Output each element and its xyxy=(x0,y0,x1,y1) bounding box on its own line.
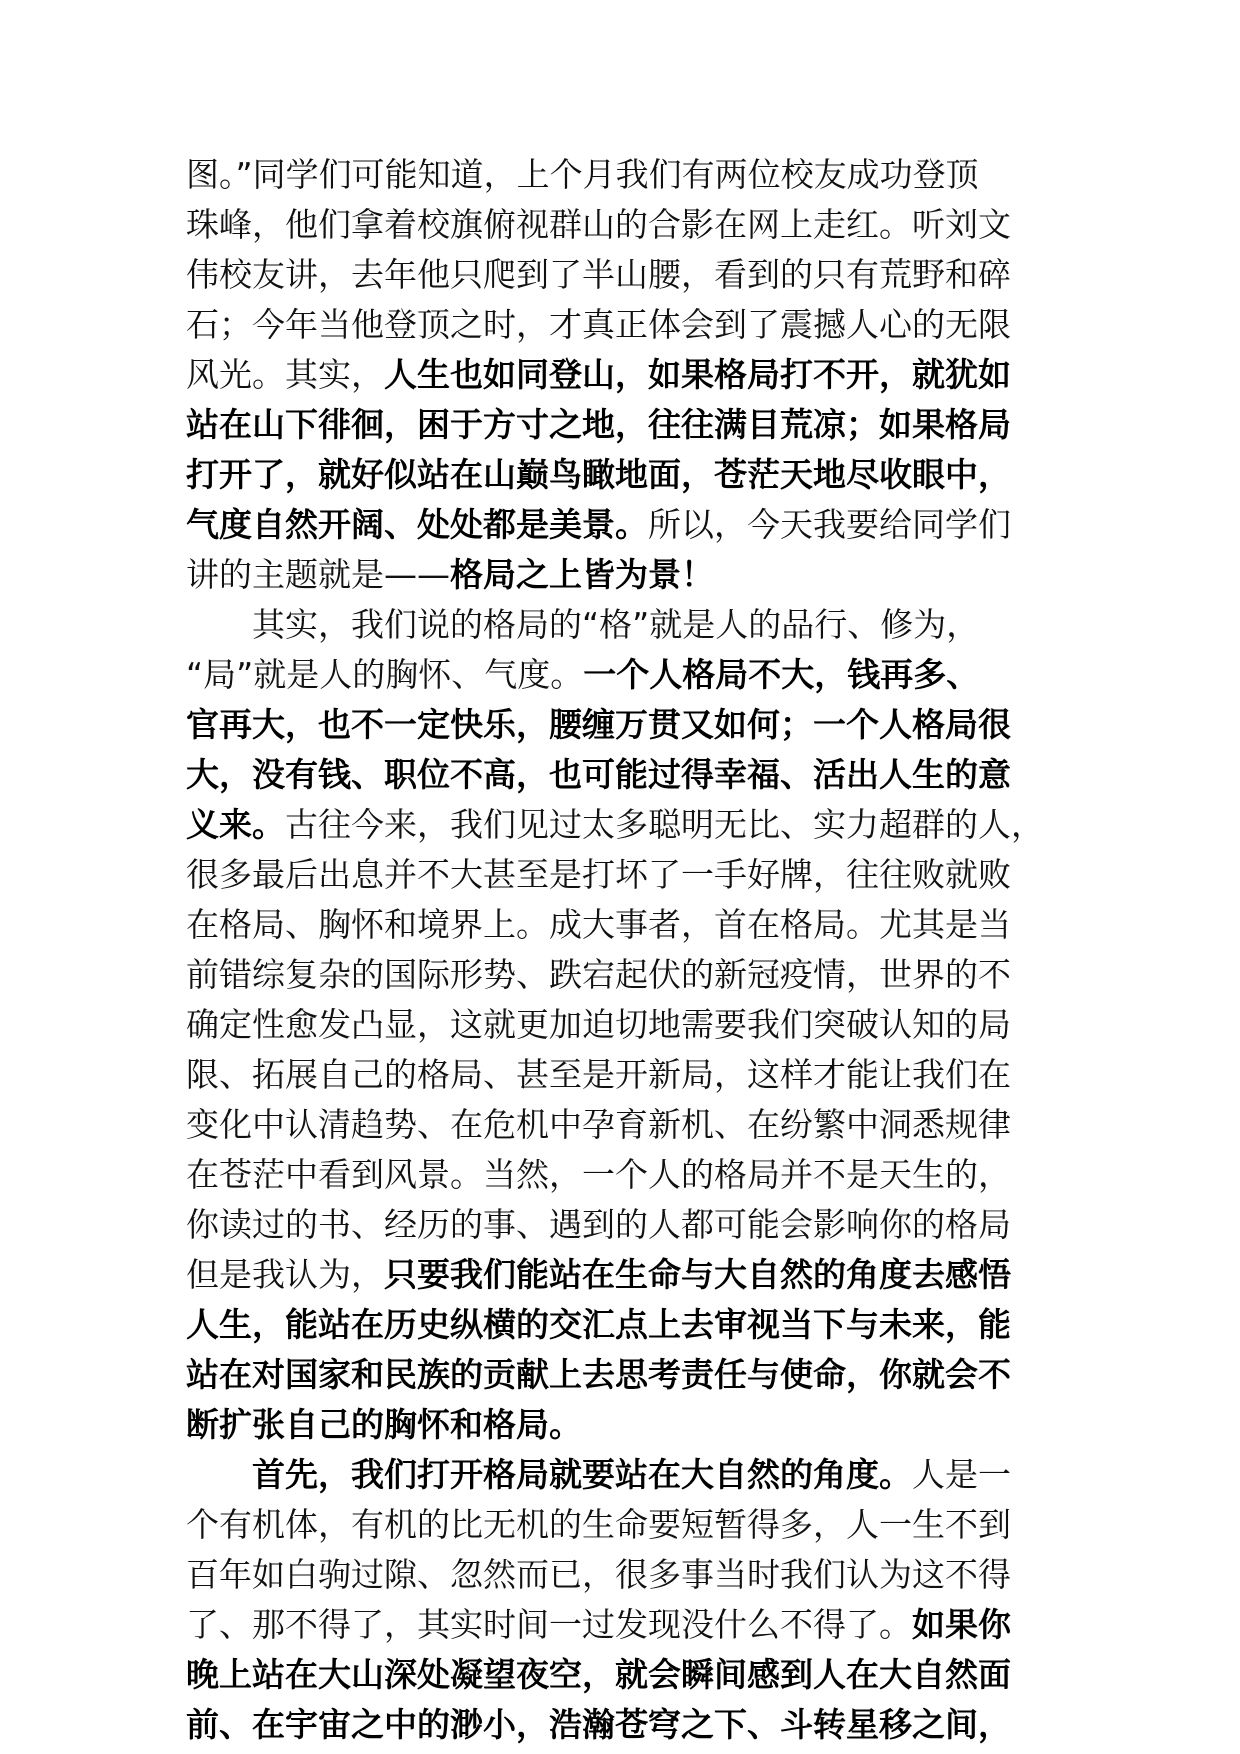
text-run: 伟校友讲，去年他只爬到了半山腰，看到的只有荒野和碎 xyxy=(186,255,1011,294)
text-run: 但是我认为， xyxy=(186,1255,384,1294)
text-line xyxy=(186,300,1066,350)
text-run: 你读过的书、经历的事、遇到的人都可能会影响你的格局 xyxy=(186,1205,1011,1244)
text-run: 个有机体，有机的比无机的生命要短暂得多，人一生不到 xyxy=(186,1505,1011,1544)
text-line xyxy=(186,750,1066,800)
text-line xyxy=(186,1400,1066,1450)
text-run: 讲的主题就是—— xyxy=(186,555,450,594)
text-line xyxy=(186,1650,1066,1700)
text-run: 前错综复杂的国际形势、跌宕起伏的新冠疫情，世界的不 xyxy=(186,955,1011,994)
text-run: 石；今年当他登顶之时，才真正体会到了震撼人心的无限 xyxy=(186,305,1011,344)
text-run: “局”就是人的胸怀、气度。 xyxy=(186,655,584,694)
text-line xyxy=(186,1200,1066,1250)
text-line xyxy=(186,1350,1066,1400)
text-run: 珠峰，他们拿着校旗俯视群山的合影在网上走红。听刘文 xyxy=(186,205,1011,244)
text-line xyxy=(186,1100,1066,1150)
text-run: 限、拓展自己的格局、甚至是开新局，这样才能让我们在 xyxy=(186,1055,1011,1094)
bold-text-run: 晚上站在大山深处凝望夜空，就会瞬间感到人在大自然面 xyxy=(186,1655,1011,1694)
bold-text-run: 气度自然开阔、处处都是美景。 xyxy=(186,505,648,544)
text-line xyxy=(186,950,1066,1000)
text-line xyxy=(186,900,1066,950)
text-line xyxy=(186,1550,1066,1600)
text-line xyxy=(186,800,1066,850)
text-run: 图。”同学们可能知道，上个月我们有两位校友成功登顶 xyxy=(186,155,979,194)
text-run: 所以，今天我要给同学们 xyxy=(648,505,1011,544)
paragraph-first-line xyxy=(186,600,1066,650)
bold-text-run: 义来。 xyxy=(186,805,285,844)
bold-text-run: 一个人格局不大，钱再多、 xyxy=(583,655,980,694)
text-run: 确定性愈发凸显，这就更加迫切地需要我们突破认知的局 xyxy=(186,1005,1011,1044)
text-run: 其实，我们说的格局的“格”就是人的品行、修为， xyxy=(252,605,980,644)
text-line xyxy=(186,400,1066,450)
text-line xyxy=(186,1700,1066,1750)
text-line xyxy=(186,500,1066,550)
bold-text-run: 站在山下徘徊，困于方寸之地，往往满目荒凉；如果格局 xyxy=(186,405,1011,444)
bold-text-run: 前、在宇宙之中的渺小，浩瀚苍穹之下、斗转星移之间， xyxy=(186,1705,1011,1744)
bold-text-run: 如果你 xyxy=(912,1605,1011,1644)
text-line xyxy=(186,1600,1066,1650)
bold-text-run: 站在对国家和民族的贡献上去思考责任与使命，你就会不 xyxy=(186,1355,1011,1394)
text-line xyxy=(186,200,1066,250)
text-line xyxy=(186,650,1066,700)
text-line xyxy=(186,350,1066,400)
body-text xyxy=(186,150,1066,1750)
bold-text-run: 大，没有钱、职位不高，也可能过得幸福、活出人生的意 xyxy=(186,755,1011,794)
text-line xyxy=(186,1300,1066,1350)
bold-text-run: 打开了，就好似站在山巅鸟瞰地面，苍茫天地尽收眼中， xyxy=(186,455,1011,494)
text-run: 风光。其实， xyxy=(186,355,384,394)
text-line xyxy=(186,700,1066,750)
text-run: 了、那不得了，其实时间一过发现没什么不得了。 xyxy=(186,1605,912,1644)
text-line xyxy=(186,450,1066,500)
text-run: 在格局、胸怀和境界上。成大事者，首在格局。尤其是当 xyxy=(186,905,1011,944)
text-run: 在苍茫中看到风景。当然，一个人的格局并不是天生的， xyxy=(186,1155,1011,1194)
text-line xyxy=(186,250,1066,300)
bold-text-run: 人生也如同登山，如果格局打不开，就犹如 xyxy=(384,355,1011,394)
text-run: 百年如白驹过隙、忽然而已，很多事当时我们认为这不得 xyxy=(186,1555,1011,1594)
text-line xyxy=(186,1150,1066,1200)
text-line xyxy=(186,1050,1066,1100)
text-line xyxy=(186,150,1066,200)
text-run: 古往今来，我们见过太多聪明无比、实力超群的人， xyxy=(285,805,1044,844)
bold-text-run: 格局之上皆为景！ xyxy=(450,555,714,594)
bold-text-run: 首先，我们打开格局就要站在大自然的角度。 xyxy=(252,1455,912,1494)
text-line xyxy=(186,850,1066,900)
bold-text-run: 断扩张自己的胸怀和格局。 xyxy=(186,1405,582,1444)
bold-text-run: 官再大，也不一定快乐，腰缠万贯又如何；一个人格局很 xyxy=(186,705,1011,744)
text-run: 人是一 xyxy=(912,1455,1011,1494)
text-line xyxy=(186,550,1066,600)
text-line xyxy=(186,1250,1066,1300)
text-run: 变化中认清趋势、在危机中孕育新机、在纷繁中洞悉规律 xyxy=(186,1105,1011,1144)
bold-text-run: 只要我们能站在生命与大自然的角度去感悟 xyxy=(384,1255,1011,1294)
bold-text-run: 人生，能站在历史纵横的交汇点上去审视当下与未来，能 xyxy=(186,1305,1011,1344)
text-line xyxy=(186,1000,1066,1050)
text-line xyxy=(186,1500,1066,1550)
paragraph-first-line xyxy=(186,1450,1066,1500)
text-run: 很多最后出息并不大甚至是打坏了一手好牌，往往败就败 xyxy=(186,855,1011,894)
